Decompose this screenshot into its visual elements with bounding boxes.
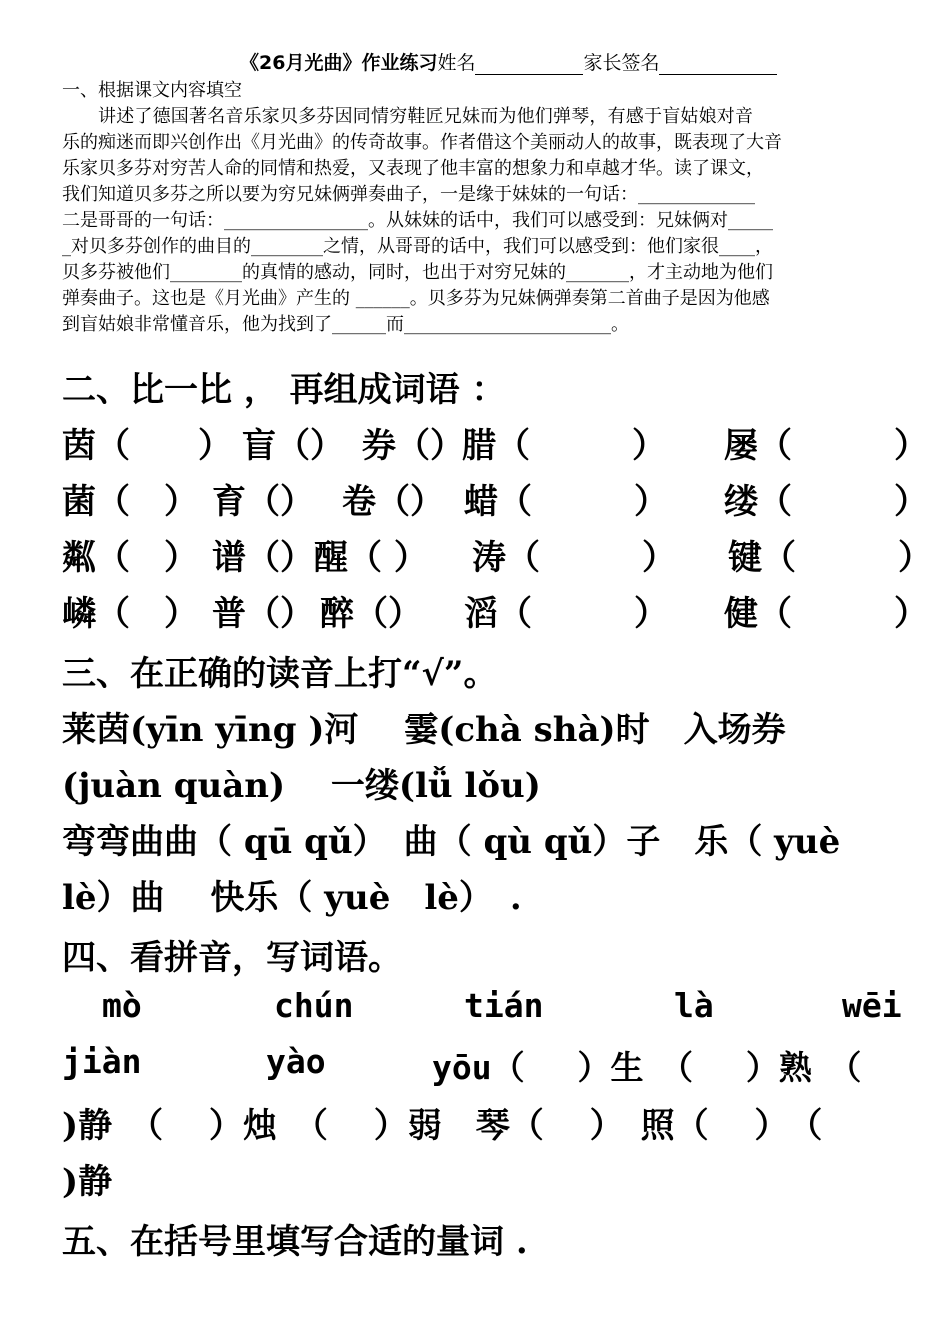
- paragraph-line: 二是哥哥的一句话：________________。从妹妹的话中，我们可以感受到：兄妹俩对_____: [62, 210, 773, 231]
- section-5-heading: 五、在括号里填写合适的量词 .: [62, 1222, 528, 1262]
- paragraph-line: 乐家贝多芬对穷苦人命的同情和热爱，又表现了他丰富的想象力和卓越才华。读了课文，: [62, 158, 764, 179]
- compare-cell[interactable]: 粼（ ）: [62, 538, 198, 578]
- compare-cell[interactable]: 醉（）: [320, 594, 422, 634]
- pronunciation-line[interactable]: 莱茵(yīn yīng )河 霎(chà shà)时 入场券: [62, 710, 786, 750]
- pinyin-word-blanks[interactable]: yōu（ ）生 （ ）熟 （: [432, 1048, 862, 1087]
- compare-cell[interactable]: 蜡（ ）: [464, 482, 668, 522]
- section-4-heading: 四、看拼音，写词语。: [62, 938, 402, 978]
- pronunciation-line[interactable]: (juàn quàn) 一缕(lǚ lǒu): [62, 766, 541, 806]
- title-line: [240, 48, 920, 75]
- paragraph-line: 到盲姑娘非常懂音乐，他为找到了______而_______________________。: [62, 314, 629, 335]
- section-1-paragraph: [62, 104, 907, 338]
- paragraph-line: 讲述了德国著名音乐家贝多芬因同情穷鞋匠兄妹而为他们弹琴，有感于盲姑娘对音: [98, 106, 754, 127]
- pinyin-word: tián: [464, 986, 544, 1025]
- compare-cell[interactable]: 盲（）: [242, 426, 344, 466]
- pronunciation-line[interactable]: lè）曲 快乐（ yuè lè） .: [62, 878, 522, 918]
- paragraph-line: 弹奏曲子。这也是《月光曲》产生的 ______。贝多芬为兄妹俩弹奏第二首曲子是因为他感: [62, 288, 770, 309]
- compare-cell[interactable]: 滔（ ）: [464, 594, 668, 634]
- section-3-heading: 三、在正确的读音上打“√”。: [62, 654, 498, 694]
- pinyin-word: wēi: [842, 986, 902, 1025]
- compare-cell[interactable]: 健（ ）: [724, 594, 928, 634]
- compare-row-2: [62, 474, 928, 530]
- parent-signature-blank[interactable]: [659, 56, 777, 75]
- pinyin-row-1: [62, 986, 907, 1042]
- word-blank-line[interactable]: )静: [62, 1162, 113, 1202]
- compare-cell[interactable]: 育（）: [212, 482, 314, 522]
- compare-cell[interactable]: 缕（ ）: [724, 482, 928, 522]
- pronunciation-line[interactable]: 弯弯曲曲（ qū qǔ） 曲（ qù qǔ）子 乐（ yuè: [62, 822, 841, 862]
- compare-cell[interactable]: 腊（ ）: [462, 426, 666, 466]
- pinyin-word: chún: [274, 986, 354, 1025]
- pinyin-word: mò: [102, 986, 142, 1025]
- compare-cell[interactable]: 普（）: [212, 594, 314, 634]
- compare-cell[interactable]: 涛（ ）: [472, 538, 676, 578]
- paragraph-line: 贝多芬被他们________的真情的感动，同时，也出于对穷兄妹的_______，才主动地为他们: [62, 262, 773, 283]
- page-title: 《26月光曲》作业练习: [240, 52, 438, 74]
- parent-signature-label: 家长签名: [583, 52, 660, 74]
- pinyin-row-2: [62, 1042, 907, 1098]
- paragraph-line: 我们知道贝多芬之所以要为穷兄妹俩弹奏曲子，一是缘于妹妹的一句话：_____________: [62, 184, 755, 205]
- paragraph-line: _对贝多芬创作的曲目的________之情，从哥哥的话中，我们可以感受到：他们家很____，: [62, 236, 773, 257]
- compare-cell[interactable]: 券（）: [362, 426, 464, 466]
- compare-row-3: [62, 530, 932, 586]
- compare-cell[interactable]: 卷（）: [342, 482, 444, 522]
- compare-cell[interactable]: 菌（ ）: [62, 482, 198, 522]
- compare-cell[interactable]: 嶙（ ）: [62, 594, 198, 634]
- compare-row-1: [62, 418, 928, 474]
- name-blank[interactable]: [475, 56, 583, 75]
- compare-cell[interactable]: 谱（）: [212, 538, 314, 578]
- pinyin-word: yào: [266, 1042, 326, 1081]
- name-label: 姓名: [437, 52, 476, 74]
- paragraph-line: 乐的痴迷而即兴创作出《月光曲》的传奇故事。作者借这个美丽动人的故事，既表现了大音: [62, 132, 782, 153]
- word-blank-line[interactable]: )静 （ ）烛 （ ）弱 琴（ ） 照（ ） （: [62, 1106, 823, 1146]
- section-1-heading: 一、根据课文内容填空: [62, 80, 242, 101]
- compare-cell[interactable]: 键（ ）: [728, 538, 932, 578]
- compare-cell[interactable]: 醒（ ）: [314, 538, 428, 578]
- compare-cell[interactable]: 屡（ ）: [724, 426, 928, 466]
- section-1: [62, 78, 907, 338]
- pinyin-word: là: [674, 986, 714, 1025]
- compare-row-4: [62, 586, 928, 642]
- section-2-heading: 二、比一比 ， 再组成词语 ：: [62, 370, 506, 410]
- pinyin-word: jiàn: [62, 1042, 142, 1081]
- compare-cell[interactable]: 茵（ ）: [62, 426, 232, 466]
